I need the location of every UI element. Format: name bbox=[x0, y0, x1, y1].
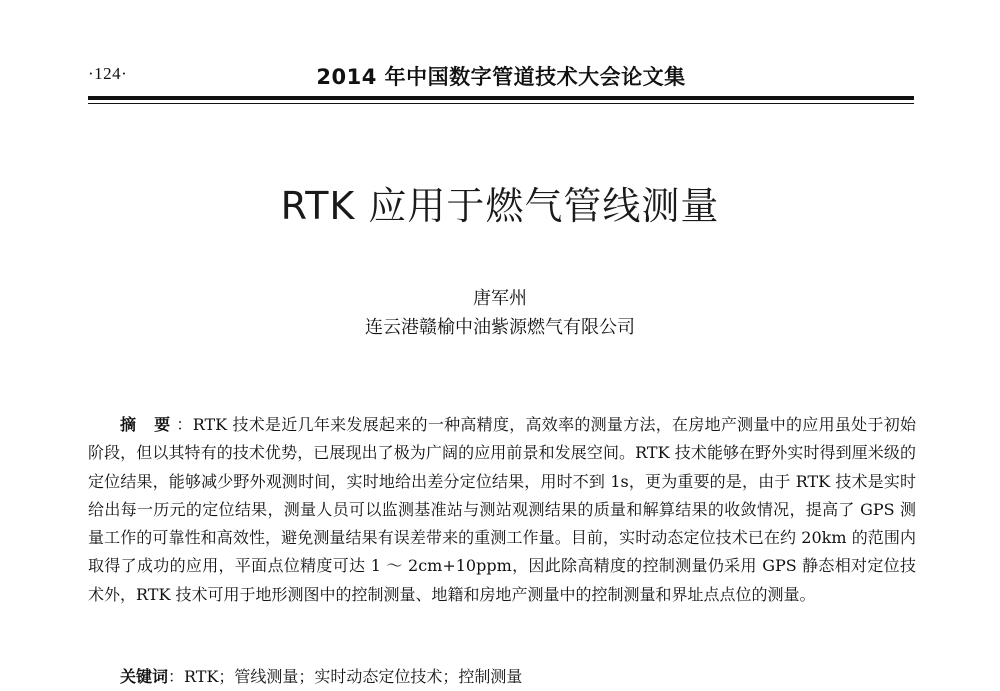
keywords-text: ：RTK；管线测量；实时动态定位技术；控制测量 bbox=[168, 667, 523, 686]
abstract-paragraph bbox=[88, 411, 916, 609]
abstract-text: ：RTK 技术是近几年来发展起来的一种高精度，高效率的测量方法，在房地产测量中的应用虽处于初始阶段，但以其特有的技术优势，已展现出了极为广阔的应用前景和发展空间。RTK 技术能够在野外实时得到厘米级的定位结果，能够减少野外观测时间，实时地给出差分定位结果，用时不到 1s，更为重要的是，由于 RTK 技术是实时给出每一历元的定位结果，测量人员可以监测基准站与测站观测结果的质量和解算结果的收敛情况，提高了 GPS 测量工作的可靠性和高效性，避免测量结果有误差带来的重测工作量。目前，实时动态定位技术已在约 20km 的范围内取得了成功的应用，平面点位精度可达 1 ～ 2cm+10ppm，因此除高精度的控制测量仍采用 GPS 静态相对定位技术外，RTK 技术可用于地形测图中的控制测量、地籍和房地产测量中的控制测量和界址点点位的测量。 bbox=[88, 415, 916, 604]
keywords-label: 关键词 bbox=[120, 667, 169, 686]
keywords-paragraph bbox=[88, 663, 916, 691]
journal-title: 2014 年中国数字管道技术大会论文集 bbox=[316, 65, 686, 89]
page-number: ·124· bbox=[88, 64, 128, 83]
header-rule-thin bbox=[88, 103, 914, 104]
author-affiliation: 连云港赣榆中油紫源燃气有限公司 bbox=[365, 317, 635, 338]
page-header bbox=[88, 60, 914, 90]
article-title: RTK 应用于燃气管线测量 bbox=[280, 184, 720, 228]
author-name: 唐军州 bbox=[473, 288, 527, 309]
abstract-label: 摘 要 bbox=[120, 415, 177, 434]
header-rule-thick bbox=[88, 96, 914, 100]
